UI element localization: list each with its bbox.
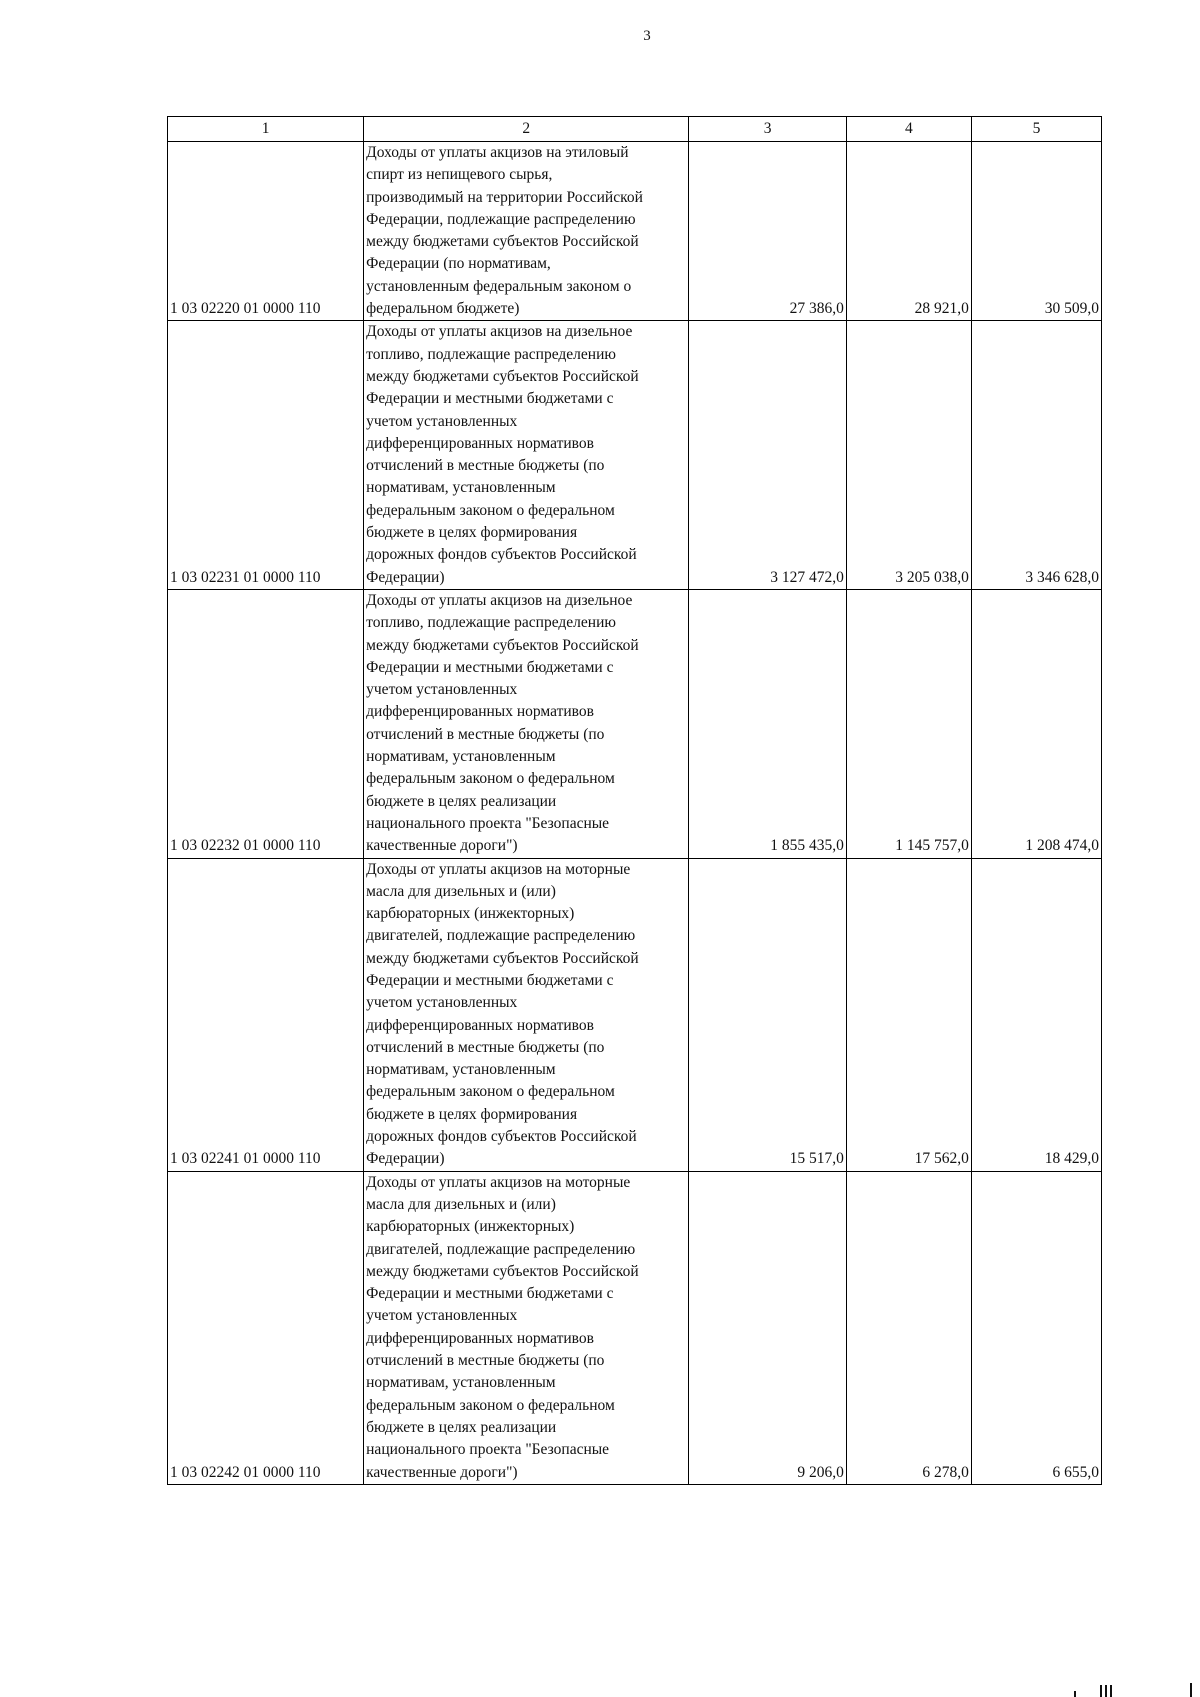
budget-code: 1 03 02231 01 0000 110	[168, 321, 364, 590]
value-col-5: 6 655,0	[971, 1171, 1101, 1484]
income-description: Доходы от уплаты акцизов на моторные масла для дизельных и (или) карбюраторных (инжекторных) двигателей, подлежащие распределению между бюджетами субъектов Российской Федерации и местными бюджетами с учетом установленных дифференцированных нормативов отчислений в местные бюджеты (по нормативам, установленным федеральным законом о федеральном бюджете в целях формирования дорожных фондов субъектов Российской Федерации)	[364, 858, 689, 1171]
value-col-3: 15 517,0	[689, 858, 847, 1171]
table-row	[168, 142, 1102, 321]
table-row	[168, 1171, 1102, 1484]
income-description: Доходы от уплаты акцизов на моторные масла для дизельных и (или) карбюраторных (инжекторных) двигателей, подлежащие распределению между бюджетами субъектов Российской Федерации и местными бюджетами с учетом установленных дифференцированных нормативов отчислений в местные бюджеты (по нормативам, установленным федеральным законом о федеральном бюджете в целях реализации национального проекта "Безопасные качественные дороги")	[364, 1171, 689, 1484]
value-col-3: 3 127 472,0	[689, 321, 847, 590]
value-col-4: 6 278,0	[846, 1171, 971, 1484]
column-header-1: 1	[168, 117, 364, 142]
value-col-3: 27 386,0	[689, 142, 847, 321]
budget-code: 1 03 02241 01 0000 110	[168, 858, 364, 1171]
income-description: Доходы от уплаты акцизов на дизельное топливо, подлежащие распределению между бюджетами субъектов Российской Федерации и местными бюджетами с учетом установленных дифференцированных нормативов отчислений в местные бюджеты (по нормативам, установленным федеральным законом о федеральном бюджете в целях формирования дорожных фондов субъектов Российской Федерации)	[364, 321, 689, 590]
budget-code: 1 03 02220 01 0000 110	[168, 142, 364, 321]
value-col-5: 3 346 628,0	[971, 321, 1101, 590]
value-col-3: 9 206,0	[689, 1171, 847, 1484]
value-col-4: 28 921,0	[846, 142, 971, 321]
value-col-5: 30 509,0	[971, 142, 1101, 321]
header-row	[168, 117, 1102, 142]
table-row	[168, 858, 1102, 1171]
value-col-4: 3 205 038,0	[846, 321, 971, 590]
budget-code: 1 03 02242 01 0000 110	[168, 1171, 364, 1484]
budget-code: 1 03 02232 01 0000 110	[168, 589, 364, 858]
income-description: Доходы от уплаты акцизов на дизельное топливо, подлежащие распределению между бюджетами субъектов Российской Федерации и местными бюджетами с учетом установленных дифференцированных нормативов отчислений в местные бюджеты (по нормативам, установленным федеральным законом о федеральном бюджете в целях реализации национального проекта "Безопасные качественные дороги")	[364, 589, 689, 858]
column-header-3: 3	[689, 117, 847, 142]
value-col-3: 1 855 435,0	[689, 589, 847, 858]
value-col-5: 18 429,0	[971, 858, 1101, 1171]
value-col-4: 1 145 757,0	[846, 589, 971, 858]
scan-registration-marks	[1060, 1683, 1200, 1697]
income-description: Доходы от уплаты акцизов на этиловый спирт из непищевого сырья, производимый на территории Российской Федерации, подлежащие распределению между бюджетами субъектов Российской Федерации (по нормативам, установленным федеральным законом о федеральном бюджете)	[364, 142, 689, 321]
budget-table	[167, 116, 1102, 1485]
table-row	[168, 321, 1102, 590]
value-col-5: 1 208 474,0	[971, 589, 1101, 858]
column-header-4: 4	[846, 117, 971, 142]
table-row	[168, 589, 1102, 858]
value-col-4: 17 562,0	[846, 858, 971, 1171]
page-number: 3	[643, 28, 651, 44]
column-header-5: 5	[971, 117, 1101, 142]
column-header-2: 2	[364, 117, 689, 142]
